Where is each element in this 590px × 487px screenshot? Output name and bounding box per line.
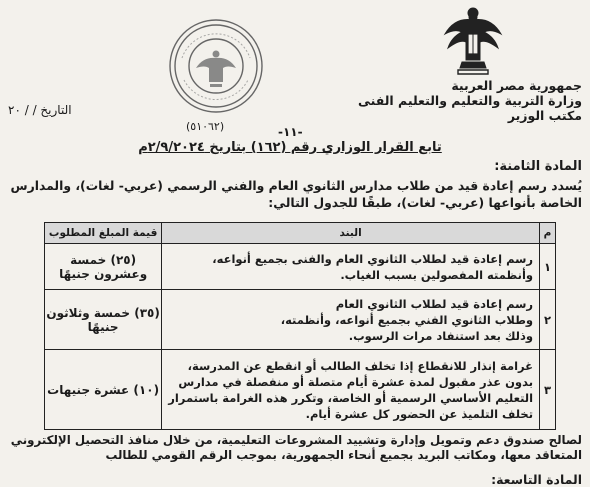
- table-row: [45, 290, 556, 350]
- date-line: التاريخ / / ٢٠: [8, 103, 72, 117]
- letterhead: [357, 78, 582, 123]
- row-fee: (٢٥) خمسة وعشرون جنيهًا: [45, 244, 162, 290]
- footer-line: المتعاقد معها، ومكاتب البريد بجميع أنحاء الجمهورية، بموجب الرقم القومي للطالب: [105, 448, 582, 462]
- row-fee: (١٠) عشرة جنيهات: [45, 350, 162, 430]
- fees-table: [44, 222, 556, 430]
- ministry-round-seal-icon: [168, 18, 264, 114]
- row-item: [162, 350, 540, 430]
- row-number: ٣: [540, 350, 556, 430]
- article-8-heading: المادة الثامنة:: [494, 159, 582, 174]
- table-row: [45, 244, 556, 290]
- item-line: وذلك بعد استنفاد مرات الرسوب.: [348, 328, 534, 343]
- page-number: -١١-: [278, 125, 303, 139]
- egypt-eagle-emblem-icon: [442, 4, 504, 76]
- serial-number: (٥١٠٦٢): [186, 120, 225, 133]
- paragraph-line: الخاصة بأنواعها (عربي- لغات)، طبقًا للجدول التالي:: [268, 194, 582, 210]
- ministry-name: وزارة التربية والتعليم والتعليم الفنى: [357, 93, 582, 108]
- row-item: [162, 290, 540, 350]
- article-9-heading: المادة التاسعة:: [491, 472, 582, 487]
- row-item: [162, 244, 540, 290]
- row-number: ٢: [540, 290, 556, 350]
- item-line: غرامة إنذار للانقطاع إذا تخلف الطالب أو انقطع عن المدرسة،: [187, 358, 534, 373]
- payment-note: [2, 433, 582, 463]
- footer-line: لصالح صندوق دعم وتمويل وإدارة وتشييد المشروعات التعليمية، من خلال منافذ التحصيل الإلكتروني: [10, 433, 582, 447]
- row-number: ١: [540, 244, 556, 290]
- table-row: [45, 350, 556, 430]
- header-fee: قيمة المبلغ المطلوب: [45, 223, 162, 244]
- item-line: التعليم الأساسي الرسمية أو الخاصة، وتكرر هذه الغرامة باستمرار: [168, 390, 534, 405]
- article-8-paragraph: [10, 178, 582, 211]
- header-number: م: [540, 223, 556, 244]
- country-name: جمهورية مصر العربية: [451, 78, 582, 93]
- item-line: تخلف التلميذ عن الحضور كل عشرة أيام.: [305, 406, 534, 421]
- paragraph-line: يُسدد رسم إعادة قيد من طلاب مدارس الثانوي العام والفني الرسمي (عربي- لغات)، والمدارس: [10, 178, 582, 193]
- table-header-row: [45, 223, 556, 244]
- item-line: رسم إعادة قيد لطلاب الثانوي العام: [335, 296, 534, 311]
- decree-title: تابع القرار الوزاري رقم (١٦٢) بتاريخ ٢/٩/٢٠٢٤م: [138, 140, 442, 155]
- item-line: بدون عذر مقبول لمدة عشرة أيام متصلة أو منفصلة في مدارس: [178, 374, 534, 389]
- item-line: وأنظمته المفصولين بسبب الغياب.: [340, 267, 534, 282]
- office-name: مكتب الوزير: [507, 108, 582, 123]
- header-item: البند: [162, 223, 540, 244]
- row-fee: (٣٥) خمسة وثلاثون جنيهًا: [45, 290, 162, 350]
- item-line: وطلاب الثانوي الفني بجميع أنواعه، وأنظمته،: [280, 312, 534, 327]
- item-line: رسم إعادة قيد لطلاب الثانوي العام والفنى بجميع أنواعه،: [212, 251, 534, 266]
